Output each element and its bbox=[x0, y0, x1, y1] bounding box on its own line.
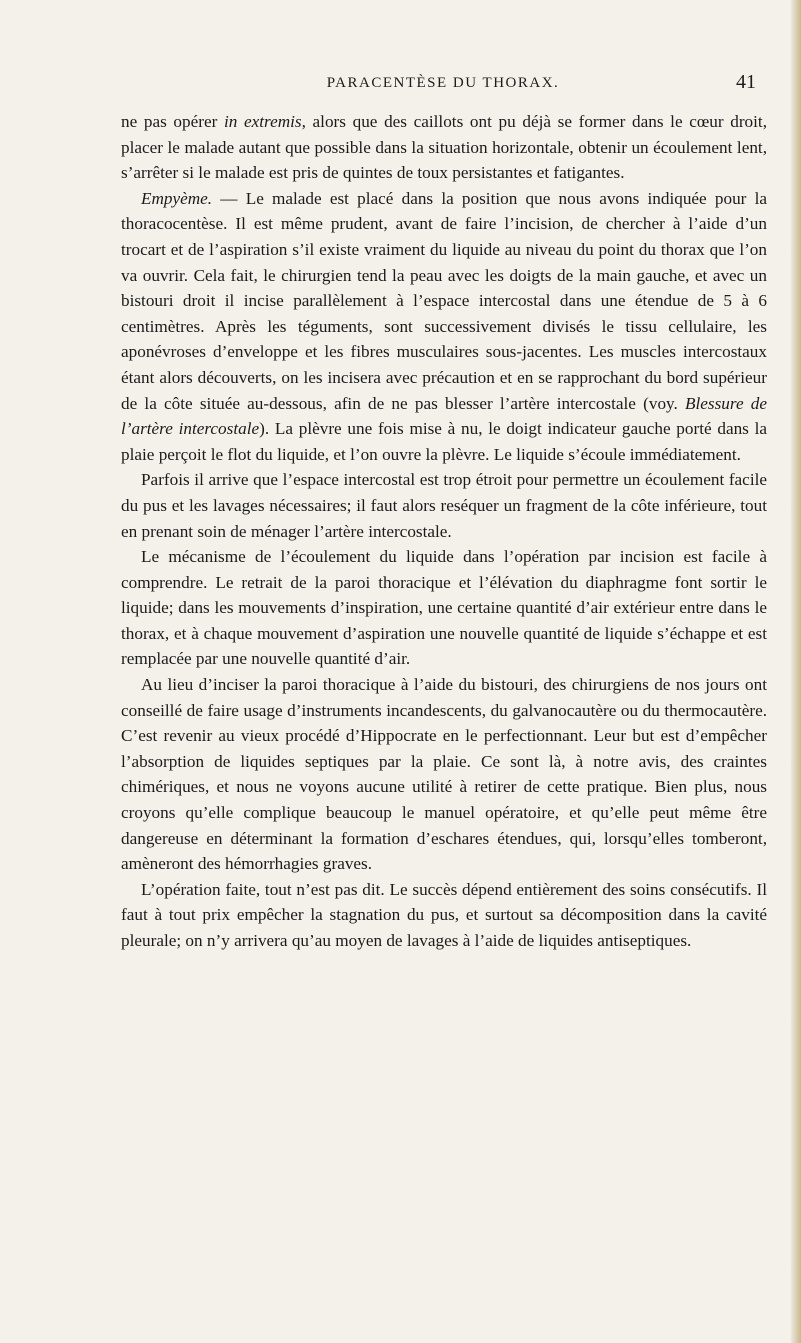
running-title: PARACENTÈSE DU THORAX. bbox=[326, 75, 560, 91]
page-number: 41 bbox=[736, 71, 756, 93]
page-edge bbox=[791, 0, 801, 1343]
paragraph-empyeme-text-b: — Le malade est placé dans la position que nous avons indiquée pour la thoracocentèse. Il est même prudent, avant de faire l’incision, de chercher à l’aide d’un trocart et de l’aspiration s’il existe vraiment du liquide au niveau du point du thorax que l’on va ouvrir. Cela fait, le chirurgien tend la peau avec les doigts de la main gauche, et avec un bistouri droit il incise parallèlement à l’espace intercostal dans une étendue de 5 à 6 centimètres. Après les téguments, sont successivement divisés le tissu cellulaire, les aponévroses d’enveloppe et les fibres musculaires sous-jacentes. Les muscles intercostaux étant alors découverts, on les incisera avec précaution et en se rapprochant du bord supérieur de la côte située au-dessous, afin de ne pas blesser l’artère intercostale (voy. bbox=[121, 188, 767, 413]
body-text bbox=[121, 109, 767, 954]
paragraph-1-italic: in extremis bbox=[223, 112, 302, 131]
paragraph-4: Le mécanisme de l’écoulement du liquide dans l’opération par incision est facile à comprendre. Le retrait de la paroi thoracique et l’élévation du diaphragme font sortir le liquide; dans les mouvements d’inspiration, une certaine quantité d’air extérieur entre dans le thorax, et à chaque mouvement d’aspiration une nouvelle quantité de liquide s’échappe et est remplacée par une nouvelle quantité d’air. bbox=[121, 547, 767, 669]
paragraph-1-text-a: ne pas opérer bbox=[121, 112, 224, 131]
empyeme-heading: Empyème. bbox=[141, 188, 213, 208]
paragraph-5: Au lieu d’inciser la paroi thoracique à l’aide du bistouri, des chirurgiens de nos jours ont conseillé de faire usage d’instruments incandescents, du galvanocautère ou du thermocautère. C’est revenir au vieux procédé d’Hippocrate en le perfectionnant. Leur but est d’empêcher l’absorption de liquides septiques par la plaie. Ce sont là, à notre avis, des craintes chimériques, et nous ne voyons aucune utilité à retirer de cette pratique. Bien plus, nous croyons qu’elle complique beaucoup le manuel opératoire, et qu’elle peut même être dangereuse en déterminant la formation d’eschares étendues, qui, lorsqu’elles tomberont, amèneront des hémorrhagies graves. bbox=[121, 675, 767, 874]
paragraph-empyeme bbox=[121, 186, 767, 468]
paragraph-3: Parfois il arrive que l’espace intercostal est trop étroit pour permettre un écoulement facile du pus et les lavages nécessaires; il faut alors reséquer un fragment de la côte inférieure, tout en prenant soin de ménager l’artère intercostale. bbox=[121, 470, 767, 541]
paragraph-1-text-c: , alors que des caillots ont pu déjà se former dans le cœur droit, placer le malade autant que possible dans la situation horizontale, obtenir un écoulement lent, s’arrêter si le malade est pris de quintes de toux persistantes et fatigantes. bbox=[121, 112, 767, 183]
paragraph-1 bbox=[121, 109, 767, 186]
paragraph-6: L’opération faite, tout n’est pas dit. Le succès dépend entièrement des soins consécutifs. Il faut à tout prix empêcher la stagnation du pus, et surtout sa décomposition dans la cavité pleurale; on n’y arrivera qu’au moyen de lavages à l’aide de liquides antiseptiques. bbox=[121, 879, 767, 950]
paragraph-empyeme-text-d: ). La plèvre une fois mise à nu, le doigt indicateur gauche porté dans la plaie perçoit le flot du liquide, et l’on ouvre la plèvre. Le liquide s’écoule immédiatement. bbox=[121, 419, 767, 464]
page-header bbox=[118, 70, 768, 100]
cross-reference: Blessure de l’artère intercostale bbox=[121, 393, 767, 439]
